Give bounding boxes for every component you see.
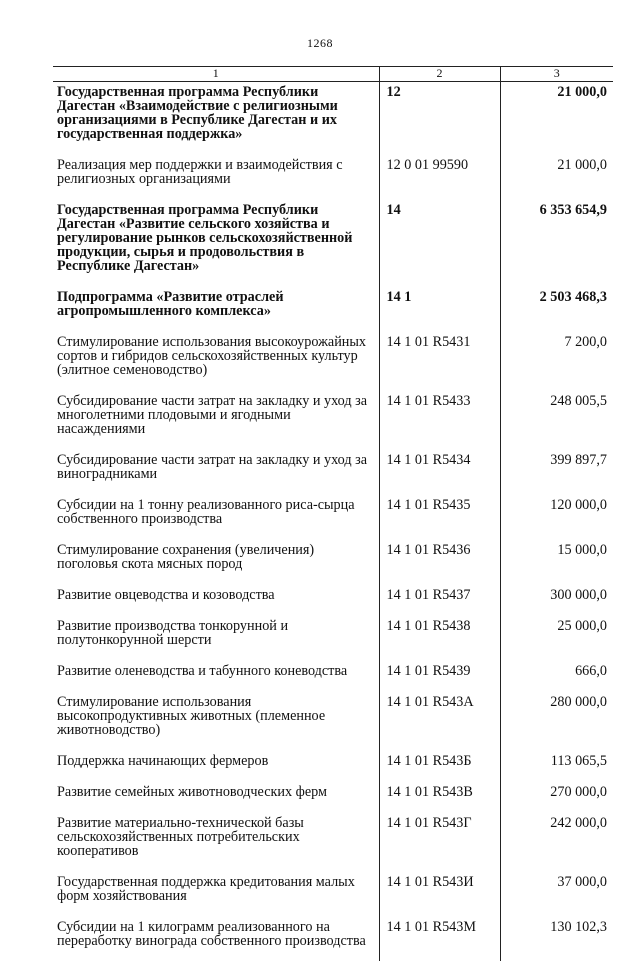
page-number: 1268 <box>0 36 640 51</box>
table-row <box>53 331 613 390</box>
table-row <box>53 199 613 286</box>
row-amount: 130 102,3 <box>500 916 613 961</box>
row-amount: 2 503 468,3 <box>500 286 613 331</box>
row-code: 14 1 01 R543Б <box>379 750 500 781</box>
row-name: Государственная программа Республики Дагестан «Взаимодействие с религиозными организациями в Республике Дагестан и их государственная поддержка» <box>53 82 379 155</box>
row-name: Развитие оленеводства и табунного коневодства <box>53 660 379 691</box>
row-amount: 666,0 <box>500 660 613 691</box>
row-code: 14 1 01 R5433 <box>379 390 500 449</box>
table-row <box>53 750 613 781</box>
row-amount: 248 005,5 <box>500 390 613 449</box>
table-row <box>53 584 613 615</box>
row-code: 14 1 01 R5436 <box>379 539 500 584</box>
row-name: Субсидии на 1 тонну реализованного риса-сырца собственного производства <box>53 494 379 539</box>
row-amount: 280 000,0 <box>500 691 613 750</box>
row-name: Государственная программа Республики Дагестан «Развитие сельского хозяйства и регулирование рынков сельскохозяйственной продукции, сырья и продовольствия в Республике Дагестан» <box>53 199 379 286</box>
row-code: 14 1 01 R5438 <box>379 615 500 660</box>
table-row <box>53 660 613 691</box>
row-code: 14 1 <box>379 286 500 331</box>
table-header <box>53 67 613 82</box>
row-name: Реализация мер поддержки и взаимодействия с религиозных организациями <box>53 154 379 199</box>
row-name: Развитие овцеводства и козоводства <box>53 584 379 615</box>
row-amount: 242 000,0 <box>500 812 613 871</box>
row-name: Подпрограмма «Развитие отраслей агропромышленного комплекса» <box>53 286 379 331</box>
row-name: Поддержка начинающих фермеров <box>53 750 379 781</box>
row-code: 12 <box>379 82 500 155</box>
row-amount: 120 000,0 <box>500 494 613 539</box>
row-amount: 21 000,0 <box>500 154 613 199</box>
row-amount: 300 000,0 <box>500 584 613 615</box>
row-code: 14 <box>379 199 500 286</box>
table-row <box>53 82 613 155</box>
row-code: 14 1 01 R543И <box>379 871 500 916</box>
row-code: 14 1 01 R5434 <box>379 449 500 494</box>
row-code: 14 1 01 R5437 <box>379 584 500 615</box>
row-code: 14 1 01 R543А <box>379 691 500 750</box>
row-amount: 21 000,0 <box>500 82 613 155</box>
row-amount: 37 000,0 <box>500 871 613 916</box>
table-row <box>53 286 613 331</box>
table-row <box>53 871 613 916</box>
table-row <box>53 494 613 539</box>
header-row <box>53 67 613 82</box>
row-amount: 15 000,0 <box>500 539 613 584</box>
row-code: 14 1 01 R543В <box>379 781 500 812</box>
row-code: 14 1 01 R543М <box>379 916 500 961</box>
table-row <box>53 781 613 812</box>
table-row <box>53 691 613 750</box>
row-name: Развитие производства тонкорунной и полутонкорунной шерсти <box>53 615 379 660</box>
row-code: 14 1 01 R5431 <box>379 331 500 390</box>
row-amount: 270 000,0 <box>500 781 613 812</box>
table-body <box>53 82 613 961</box>
table-row <box>53 539 613 584</box>
table-row <box>53 449 613 494</box>
row-amount: 6 353 654,9 <box>500 199 613 286</box>
row-amount: 113 065,5 <box>500 750 613 781</box>
column-header-3: 3 <box>500 67 613 82</box>
row-amount: 25 000,0 <box>500 615 613 660</box>
row-code: 14 1 01 R543Г <box>379 812 500 871</box>
table-row <box>53 154 613 199</box>
column-header-1: 1 <box>53 67 379 82</box>
row-name: Субсидирование части затрат на закладку и уход за виноградниками <box>53 449 379 494</box>
row-amount: 399 897,7 <box>500 449 613 494</box>
table-row <box>53 916 613 961</box>
row-name: Стимулирование использования высокоурожайных сортов и гибридов сельскохозяйственных культур (элитное семеноводство) <box>53 331 379 390</box>
row-name: Развитие семейных животноводческих ферм <box>53 781 379 812</box>
row-name: Стимулирование сохранения (увеличения) поголовья скота мясных пород <box>53 539 379 584</box>
row-code: 12 0 01 99590 <box>379 154 500 199</box>
budget-table <box>53 66 613 961</box>
row-name: Развитие материально-технической базы сельскохозяйственных потребительских кооперативов <box>53 812 379 871</box>
table-row <box>53 615 613 660</box>
row-name: Субсидирование части затрат на закладку и уход за многолетними плодовыми и ягодными насаждениями <box>53 390 379 449</box>
row-code: 14 1 01 R5435 <box>379 494 500 539</box>
table-row <box>53 812 613 871</box>
row-name: Государственная поддержка кредитования малых форм хозяйствования <box>53 871 379 916</box>
row-name: Стимулирование использования высокопродуктивных животных (племенное животноводство) <box>53 691 379 750</box>
table-row <box>53 390 613 449</box>
row-name: Субсидии на 1 килограмм реализованного на переработку винограда собственного производства <box>53 916 379 961</box>
column-header-2: 2 <box>379 67 500 82</box>
row-code: 14 1 01 R5439 <box>379 660 500 691</box>
row-amount: 7 200,0 <box>500 331 613 390</box>
